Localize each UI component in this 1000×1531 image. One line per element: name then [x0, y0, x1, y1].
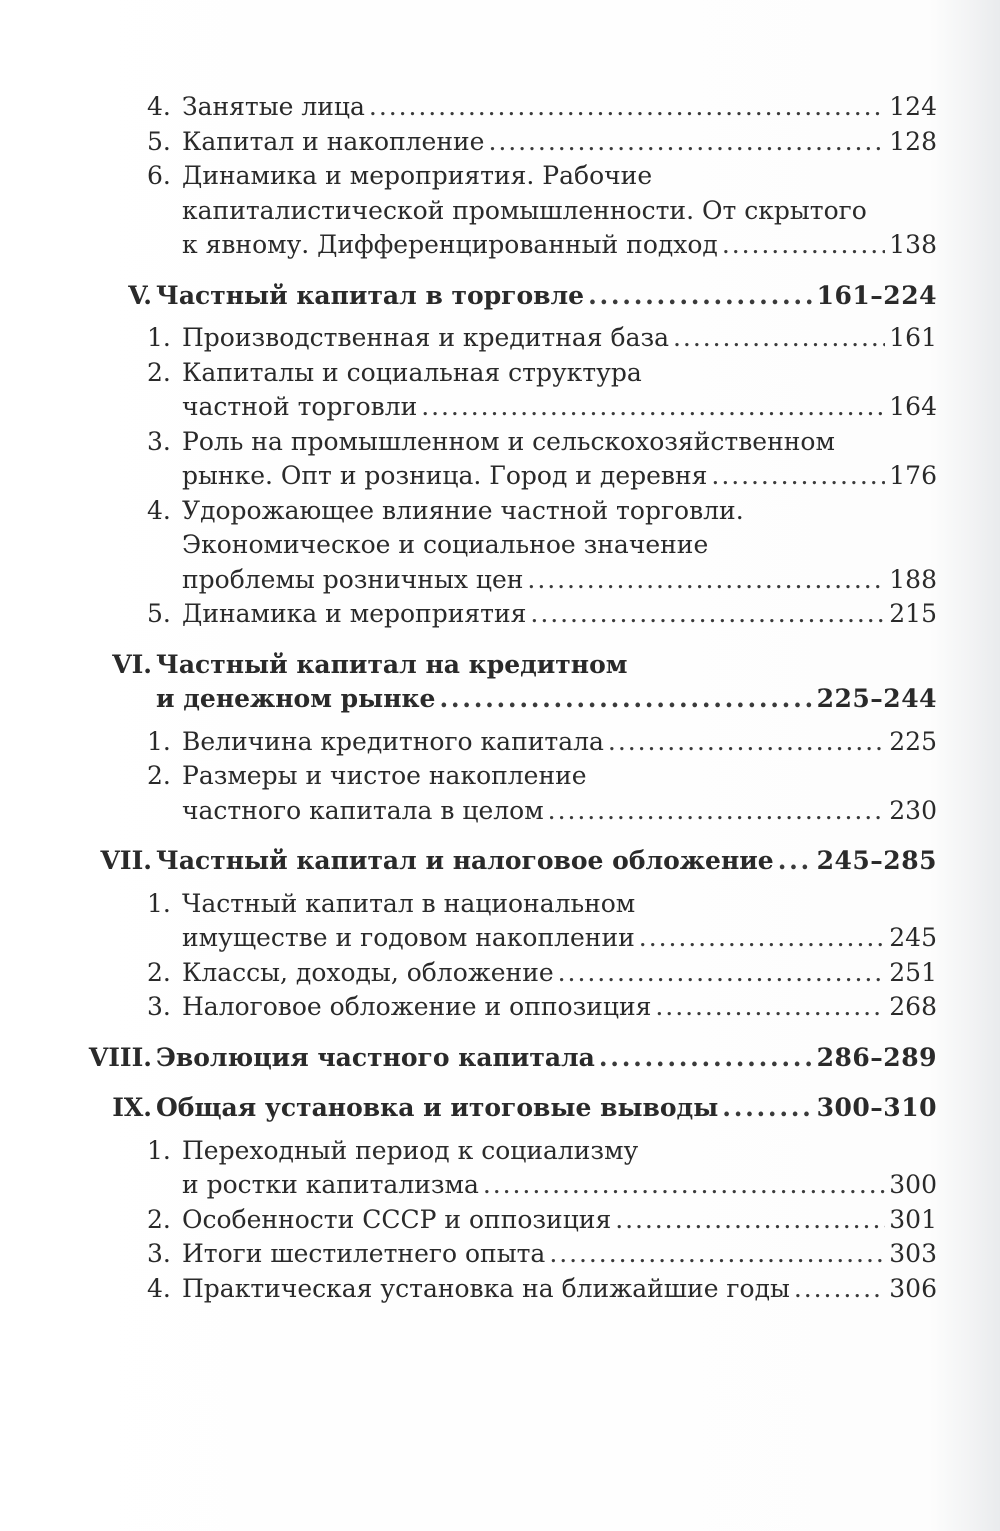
page-number: 161–224: [816, 280, 937, 310]
entry-last-line: [0, 1272, 937, 1307]
table-of-contents: [0, 90, 1000, 1306]
dot-leader: [673, 321, 885, 356]
entry-title-text: Величина кредитного капитала: [182, 726, 604, 756]
toc-section-entry: [0, 597, 937, 632]
toc-section-entry: [0, 1203, 937, 1238]
entry-title-line: капиталистической промышленности. От скрытого: [182, 195, 867, 225]
toc-section-entry: [0, 1272, 937, 1307]
section-number: 4.: [147, 495, 171, 525]
page-number: 128: [889, 126, 937, 156]
toc-chapter-entry: [0, 844, 937, 879]
entry-title-line: Частный капитал в национальном: [182, 888, 636, 918]
chapter-number: V.: [128, 280, 152, 310]
entry-title-text: Общая установка и итоговые выводы: [156, 1093, 719, 1122]
dot-leader: [421, 390, 885, 425]
section-number: 5.: [147, 599, 171, 628]
section-number: 3.: [147, 426, 171, 456]
toc-section-entry: [0, 725, 937, 760]
entry-title-text: частной торговли: [182, 392, 418, 421]
toc-chapter-entry: [0, 279, 937, 314]
section-number: 2.: [147, 1204, 171, 1234]
entry-title-text: и ростки капитализма: [182, 1170, 479, 1199]
dot-leader: [722, 1091, 812, 1126]
dot-leader: [483, 1168, 885, 1203]
entry-title-text: Производственная и кредитная база: [182, 323, 670, 352]
toc-section-entry: [0, 159, 937, 263]
page-number: 301: [889, 1204, 937, 1234]
section-number: 3.: [147, 1239, 171, 1268]
entry-title-text: Капитал и накопление: [182, 126, 485, 156]
chapter-number: IX.: [112, 1093, 152, 1122]
entry-title-text: частного капитала в целом: [182, 795, 544, 825]
entry-title-text: Итоги шестилетнего опыта: [182, 1239, 546, 1268]
entry-last-line: [0, 90, 937, 125]
entry-title-line: Размеры и чистое накопление: [182, 761, 587, 790]
entry-last-line: [0, 1237, 937, 1272]
chapter-number: VIII.: [88, 1042, 152, 1072]
entry-last-line: [0, 794, 937, 829]
entry-title-text: проблемы розничных цен: [182, 564, 524, 594]
toc-chapter-entry: [0, 1041, 937, 1076]
section-number: 1.: [147, 888, 171, 918]
entry-title-line: Удорожающее влияние частной торговли.: [182, 495, 744, 525]
dot-leader: [549, 1237, 885, 1272]
page-number: 245–285: [816, 846, 937, 875]
entry-title-text: Практическая установка на ближайшие годы: [182, 1273, 790, 1303]
toc-section-entry: [0, 494, 937, 598]
dot-leader: [608, 725, 885, 760]
entry-last-line: [0, 321, 937, 356]
dot-leader: [639, 921, 885, 956]
section-number: 5.: [147, 126, 171, 156]
page-number: 303: [889, 1239, 937, 1268]
entry-title-text: Классы, доходы, обложение: [182, 957, 554, 987]
dot-leader: [722, 228, 885, 263]
entry-last-line: [0, 1203, 937, 1238]
toc-section-entry: [0, 321, 937, 356]
entry-last-line: [0, 1168, 937, 1203]
entry-title-text: Занятые лица: [182, 92, 365, 121]
section-number: 1.: [147, 323, 171, 352]
page-number: 176: [889, 461, 937, 490]
chapter-number: VII.: [100, 846, 152, 875]
entry-last-line: [0, 228, 937, 263]
page-number: 161: [889, 323, 937, 352]
entry-title-text: Особенности СССР и оппозиция: [182, 1204, 612, 1234]
dot-leader: [527, 563, 885, 598]
entry-title-text: и денежном рынке: [156, 684, 436, 713]
entry-last-line: [0, 597, 937, 632]
entry-last-line: [0, 390, 937, 425]
entry-last-line: [0, 125, 937, 160]
section-number: 2.: [147, 957, 171, 987]
entry-last-line: [0, 956, 937, 991]
entry-title-text: Динамика и мероприятия: [182, 599, 527, 628]
entry-title-text: имуществе и годовом накоплении: [182, 923, 635, 952]
entry-title-text: Частный капитал и налоговое обложение: [156, 846, 774, 875]
dot-leader: [599, 1041, 813, 1076]
entry-last-line: [0, 682, 937, 717]
page-number: 225: [889, 726, 937, 756]
dot-leader: [711, 459, 885, 494]
entry-title-line: Роль на промышленном и сельскохозяйственном: [182, 426, 835, 456]
entry-last-line: [0, 990, 937, 1025]
toc-section-entry: [0, 125, 937, 160]
dot-leader: [558, 956, 886, 991]
page-number: 188: [889, 564, 937, 594]
page-number: 124: [889, 92, 937, 121]
section-number: 2.: [147, 357, 171, 387]
entry-last-line: [0, 921, 937, 956]
dot-leader: [530, 597, 885, 632]
toc-chapter-entry: [0, 648, 937, 717]
toc-chapter-entry: [0, 1091, 937, 1126]
dot-leader: [655, 990, 885, 1025]
page-number: 300–310: [816, 1093, 937, 1122]
toc-section-entry: [0, 759, 937, 828]
section-number: 1.: [147, 1135, 171, 1165]
page-number: 300: [889, 1170, 937, 1199]
dot-leader: [369, 90, 885, 125]
section-number: 6.: [147, 161, 171, 190]
section-number: 2.: [147, 761, 171, 790]
section-number: 4.: [147, 92, 171, 121]
entry-last-line: [0, 725, 937, 760]
entry-title-text: Налоговое обложение и оппозиция: [182, 992, 652, 1021]
dot-leader: [588, 279, 813, 314]
entry-title-line: Капиталы и социальная структура: [182, 357, 642, 387]
entry-title-line: Динамика и мероприятия. Рабочие: [182, 161, 653, 190]
page-number: 164: [889, 392, 937, 421]
entry-title-line: Частный капитал на кредитном: [156, 649, 628, 679]
dot-leader: [615, 1203, 885, 1238]
entry-title-text: к явному. Дифференцированный подход: [182, 230, 718, 259]
dot-leader: [778, 844, 813, 879]
entry-title-line: Переходный период к социализму: [182, 1135, 639, 1165]
entry-title-line: Экономическое и социальное значение: [182, 530, 709, 559]
toc-section-entry: [0, 887, 937, 956]
dot-leader: [548, 794, 886, 829]
dot-leader: [488, 125, 885, 160]
toc-section-entry: [0, 356, 937, 425]
section-number: 4.: [147, 1273, 171, 1303]
dot-leader: [794, 1272, 885, 1307]
page-number: 245: [889, 923, 937, 952]
page-number: 306: [889, 1273, 937, 1303]
section-number: 3.: [147, 992, 171, 1021]
page-number: 138: [889, 230, 937, 259]
toc-section-entry: [0, 90, 937, 125]
dot-leader: [439, 682, 812, 717]
chapter-number: VI.: [112, 649, 152, 679]
entry-title-text: Частный капитал в торговле: [156, 280, 585, 310]
toc-section-entry: [0, 1237, 937, 1272]
page-number: 215: [889, 599, 937, 628]
entry-last-line: [0, 563, 937, 598]
page-number: 230: [889, 795, 937, 825]
toc-section-entry: [0, 425, 937, 494]
entry-title-text: Эволюция частного капитала: [156, 1042, 595, 1072]
entry-title-text: рынке. Опт и розница. Город и деревня: [182, 461, 708, 490]
toc-section-entry: [0, 1134, 937, 1203]
entry-last-line: [0, 459, 937, 494]
page-number: 225–244: [816, 684, 937, 713]
toc-section-entry: [0, 990, 937, 1025]
page-number: 268: [889, 992, 937, 1021]
toc-section-entry: [0, 956, 937, 991]
page-number: 251: [889, 957, 937, 987]
page-number: 286–289: [816, 1042, 937, 1072]
section-number: 1.: [147, 726, 171, 756]
